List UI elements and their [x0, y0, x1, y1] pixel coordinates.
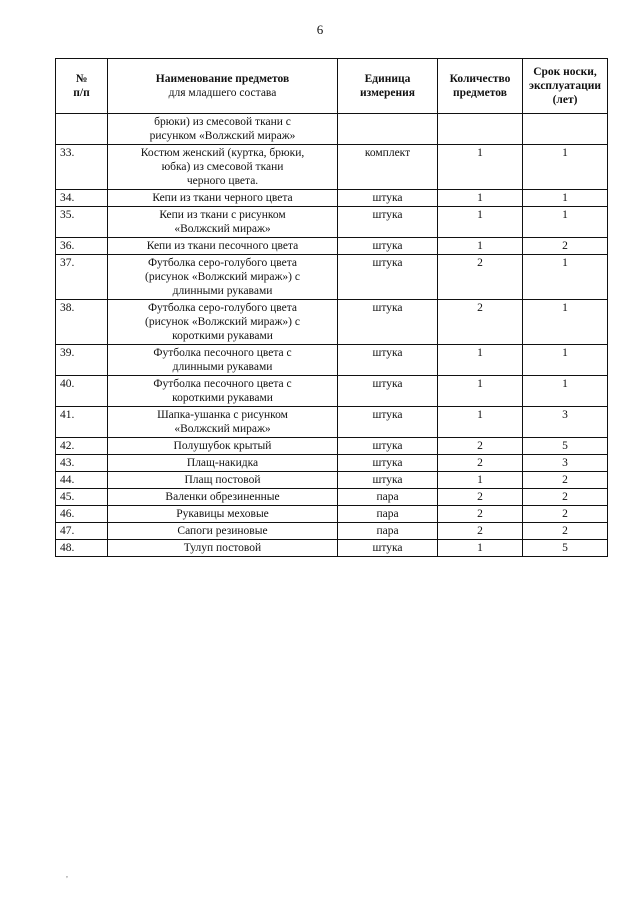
row-qty: 1: [438, 540, 523, 557]
row-unit: штука: [338, 540, 438, 557]
table-row: [56, 455, 608, 472]
row-num: 44.: [56, 472, 108, 489]
row-qty: 1: [438, 472, 523, 489]
row-num: 42.: [56, 438, 108, 455]
header-name-sub: для младшего состава: [168, 87, 277, 99]
header-num-line2: п/п: [73, 87, 90, 99]
table-row: [56, 506, 608, 523]
row-term: 2: [523, 238, 608, 255]
row-term: 3: [523, 407, 608, 438]
row-term: 1: [523, 190, 608, 207]
row-name: Полушубок крытый: [108, 438, 338, 455]
header-name: [108, 59, 338, 114]
row-unit: штука: [338, 438, 438, 455]
scan-mark: ,: [66, 870, 68, 879]
row-name: Футболка серо-голубого цвета (рисунок «Волжский мираж») с длинными рукавами: [108, 255, 338, 300]
row-name: Кепи из ткани песочного цвета: [108, 238, 338, 255]
row-name: Кепи из ткани с рисунком «Волжский мираж»: [108, 207, 338, 238]
table-row: [56, 376, 608, 407]
row-qty: 1: [438, 145, 523, 190]
row-qty: 2: [438, 455, 523, 472]
row-qty: 2: [438, 255, 523, 300]
row-unit: штука: [338, 455, 438, 472]
continuation-qty: [438, 114, 523, 145]
row-unit: штука: [338, 207, 438, 238]
table-header-row: [56, 59, 608, 114]
header-qty: Количество предметов: [438, 59, 523, 114]
table-row: [56, 540, 608, 557]
row-num: 43.: [56, 455, 108, 472]
row-name: Плащ постовой: [108, 472, 338, 489]
row-qty: 1: [438, 345, 523, 376]
row-unit: пара: [338, 523, 438, 540]
header-term: Срок носки, эксплуатации (лет): [523, 59, 608, 114]
row-unit: штука: [338, 472, 438, 489]
row-name: Тулуп постовой: [108, 540, 338, 557]
row-qty: 2: [438, 300, 523, 345]
row-qty: 2: [438, 489, 523, 506]
continuation-num: [56, 114, 108, 145]
row-term: 2: [523, 523, 608, 540]
continuation-term: [523, 114, 608, 145]
row-name: Сапоги резиновые: [108, 523, 338, 540]
row-num: 47.: [56, 523, 108, 540]
table-row: [56, 238, 608, 255]
row-unit: штука: [338, 255, 438, 300]
row-name: Костюм женский (куртка, брюки, юбка) из смесовой ткани черного цвета.: [108, 145, 338, 190]
row-unit: штука: [338, 300, 438, 345]
row-name: Футболка песочного цвета с короткими рукавами: [108, 376, 338, 407]
continuation-text: брюки) из смесовой ткани с рисунком «Волжский мираж»: [108, 114, 338, 145]
row-name: Рукавицы меховые: [108, 506, 338, 523]
row-qty: 1: [438, 207, 523, 238]
row-num: 39.: [56, 345, 108, 376]
row-qty: 1: [438, 190, 523, 207]
row-num: 46.: [56, 506, 108, 523]
row-num: 36.: [56, 238, 108, 255]
row-name: Кепи из ткани черного цвета: [108, 190, 338, 207]
row-term: 2: [523, 506, 608, 523]
row-term: 5: [523, 540, 608, 557]
row-unit: пара: [338, 506, 438, 523]
table-row: [56, 145, 608, 190]
table-row: [56, 438, 608, 455]
row-num: 45.: [56, 489, 108, 506]
table-row: [56, 489, 608, 506]
table-row: [56, 207, 608, 238]
row-qty: 1: [438, 407, 523, 438]
row-qty: 2: [438, 523, 523, 540]
row-num: 37.: [56, 255, 108, 300]
header-name-bold: Наименование предметов: [155, 73, 290, 85]
table-row: [56, 523, 608, 540]
table-row: [56, 407, 608, 438]
page-number: 6: [316, 22, 324, 37]
items-table: [55, 58, 608, 557]
row-name: Футболка серо-голубого цвета (рисунок «Волжский мираж») с короткими рукавами: [108, 300, 338, 345]
table-row: [56, 255, 608, 300]
row-num: 35.: [56, 207, 108, 238]
row-qty: 1: [438, 376, 523, 407]
row-term: 3: [523, 455, 608, 472]
row-num: 33.: [56, 145, 108, 190]
row-term: 1: [523, 145, 608, 190]
row-unit: штука: [338, 238, 438, 255]
row-unit: штука: [338, 376, 438, 407]
row-term: 1: [523, 376, 608, 407]
row-num: 38.: [56, 300, 108, 345]
header-num-line1: №: [75, 73, 88, 85]
continuation-unit: [338, 114, 438, 145]
row-num: 40.: [56, 376, 108, 407]
row-name: Футболка песочного цвета с длинными рукавами: [108, 345, 338, 376]
row-term: 1: [523, 207, 608, 238]
row-term: 1: [523, 345, 608, 376]
row-unit: штука: [338, 190, 438, 207]
row-qty: 1: [438, 238, 523, 255]
row-name: Шапка-ушанка с рисунком «Волжский мираж»: [108, 407, 338, 438]
table-row: [56, 190, 608, 207]
row-num: 34.: [56, 190, 108, 207]
row-unit: штука: [338, 407, 438, 438]
row-term: 1: [523, 300, 608, 345]
table-row: [56, 300, 608, 345]
row-num: 41.: [56, 407, 108, 438]
row-unit: пара: [338, 489, 438, 506]
row-name: Плащ-накидка: [108, 455, 338, 472]
row-term: 2: [523, 472, 608, 489]
row-qty: 2: [438, 506, 523, 523]
table-row: [56, 345, 608, 376]
header-unit: Единица измерения: [338, 59, 438, 114]
row-unit: комплект: [338, 145, 438, 190]
continuation-row: [56, 114, 608, 145]
table-row: [56, 472, 608, 489]
row-term: 5: [523, 438, 608, 455]
row-qty: 2: [438, 438, 523, 455]
row-num: 48.: [56, 540, 108, 557]
header-num: [56, 59, 108, 114]
row-unit: штука: [338, 345, 438, 376]
row-term: 2: [523, 489, 608, 506]
row-term: 1: [523, 255, 608, 300]
row-name: Валенки обрезиненные: [108, 489, 338, 506]
